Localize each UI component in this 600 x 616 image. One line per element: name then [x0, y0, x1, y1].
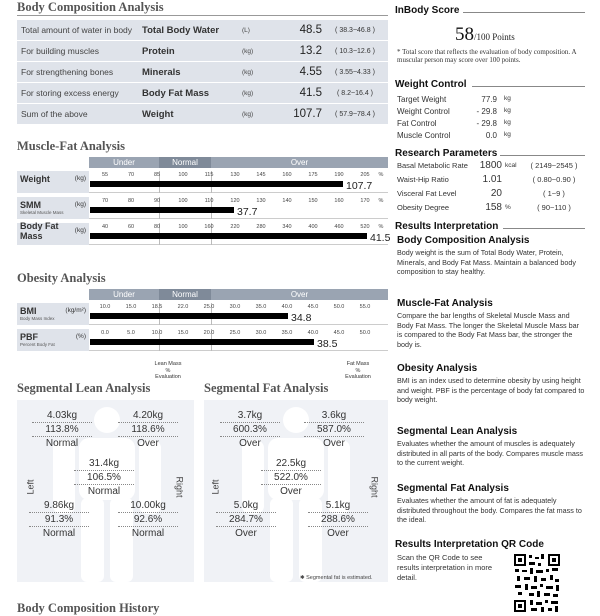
segment-evaluation: Over — [327, 528, 349, 539]
segment-kg: 10.00kg — [118, 500, 178, 513]
legend-line: Evaluation — [155, 374, 181, 380]
tick-label: 25.0 — [229, 330, 241, 336]
divider — [503, 228, 585, 229]
divider — [17, 15, 388, 16]
interpretation-title: Results Interpretation — [395, 221, 499, 232]
item-heading: Body Composition Analysis — [397, 235, 530, 246]
tick-label: 115 — [204, 172, 214, 178]
row-range: ( 8.2~16.4 ) — [337, 89, 373, 97]
row-label: Fat Control — [397, 119, 437, 128]
row-label: Target Weight — [397, 95, 447, 104]
item-text: Body weight is the sum of Total Body Water, Protein, Minerals, and Body Fat Mass. Maintain a balanced body composition to stay healthy. — [397, 248, 576, 276]
muscle_fat-row-bar — [89, 223, 391, 245]
segmental-fat-title: Segmental Fat Analysis — [204, 381, 329, 395]
tick-label: 15.0 — [125, 304, 137, 310]
obesity-row-bar — [89, 329, 388, 351]
bar-value: 41.5 — [370, 232, 391, 244]
segmental-fat-panel — [204, 400, 388, 582]
research-row — [397, 188, 587, 200]
row-label: Basal Metabolic Rate — [397, 161, 468, 170]
row-label: Visceral Fat Level — [397, 189, 457, 198]
research-row — [397, 202, 587, 214]
header-normal: Normal — [159, 289, 211, 300]
segment-kg: 22.5kg — [261, 458, 321, 471]
row-range: ( 38.3~46.8 ) — [335, 26, 375, 34]
metric-name: SMM — [20, 199, 41, 210]
header-over: Over — [211, 289, 388, 300]
tick-label: 175 — [308, 172, 318, 178]
research-row — [397, 160, 587, 172]
row-range: ( 3.55~4.33 ) — [335, 68, 375, 76]
row-unit: kg — [504, 119, 511, 126]
body-composition-history-title: Body Composition History — [17, 601, 160, 615]
tick-label: 120 — [230, 198, 240, 204]
item-heading: Segmental Fat Analysis — [397, 483, 509, 494]
segment-evaluation: Over — [235, 528, 257, 539]
tick-label: 40.0 — [281, 304, 293, 310]
tick-label: 190 — [334, 172, 344, 178]
header-under: Under — [89, 289, 159, 300]
tick-label: 130 — [256, 198, 266, 204]
tick-label: 400 — [308, 224, 318, 230]
row-value: 1800 — [479, 160, 502, 171]
tick-label: 60 — [127, 224, 135, 230]
row-description: Total amount of water in body — [21, 25, 133, 35]
row-description: For storing excess energy — [21, 88, 119, 98]
tick-label: 5.0 — [127, 330, 135, 336]
body-composition-title: Body Composition Analysis — [17, 0, 164, 14]
score-suffix: /100 Points — [474, 32, 515, 42]
tick-label: 20.0 — [203, 330, 215, 336]
value-bar — [90, 181, 343, 187]
metric-unit: (kg) — [74, 227, 86, 234]
inbody-score-title: InBody Score — [395, 5, 460, 16]
row-unit: (kg) — [242, 68, 254, 76]
metric-name: Body Fat Mass — [20, 220, 59, 241]
bar-value: 38.5 — [317, 338, 338, 350]
tick-label: 460 — [334, 224, 344, 230]
tick-label: 70 — [127, 172, 135, 178]
tick-label: 45.0 — [307, 304, 319, 310]
tick-label: 140 — [282, 198, 292, 204]
divider — [463, 12, 585, 13]
row-name: Protein — [142, 45, 175, 57]
interpretation-item — [397, 363, 585, 405]
segmental-lean-panel — [17, 400, 194, 582]
divider — [500, 155, 585, 156]
tick-label: 90 — [153, 198, 161, 204]
tick-label: 160 — [204, 224, 214, 230]
segment-evaluation: Over — [323, 438, 345, 449]
interpretation-item — [397, 483, 585, 525]
segment-percent: 92.6% — [118, 513, 178, 527]
metric-subtitle: Body Mass Index — [20, 316, 55, 321]
label-line — [20, 303, 89, 316]
segment-kg: 31.4kg — [74, 458, 134, 471]
tick-label: 520 — [360, 224, 370, 230]
item-heading: Obesity Analysis — [397, 363, 478, 374]
row-label: Obesity Degree — [397, 203, 450, 212]
row-unit: (kg) — [242, 89, 254, 97]
value-bar — [90, 313, 288, 319]
row-unit: kcal — [505, 162, 517, 169]
row-value: 48.5 — [299, 24, 322, 36]
segmental_lean-segment — [74, 458, 134, 497]
row-value: 107.7 — [293, 108, 322, 120]
tick-label: 18.5 — [151, 304, 163, 310]
tick-label: 150 — [308, 198, 318, 204]
body-composition-row — [17, 104, 388, 124]
row-value: 77.9 — [481, 95, 497, 104]
body-composition-row — [17, 41, 388, 61]
interpretation-item — [397, 426, 585, 468]
row-label: Weight Control — [397, 107, 450, 116]
muscle-fat-header — [89, 157, 388, 168]
header-over: Over — [211, 157, 388, 168]
row-name: Total Body Water — [142, 24, 220, 36]
metric-name: PBF — [20, 331, 38, 342]
fat-mass-legend — [340, 361, 376, 381]
obesity-title: Obesity Analysis — [17, 271, 106, 285]
row-label: Muscle Control — [397, 131, 451, 140]
weight-control-row — [397, 107, 587, 118]
segment-kg: 5.1kg — [308, 500, 368, 513]
tick-label: 340 — [282, 224, 292, 230]
muscle_fat-row-bar — [89, 197, 388, 219]
item-heading: Muscle-Fat Analysis — [397, 298, 493, 309]
interpretation-item — [397, 235, 585, 277]
row-range: ( 10.3~12.6 ) — [335, 47, 375, 55]
legend-line: Fat Mass — [346, 361, 370, 367]
tick-label: 35.0 — [255, 304, 267, 310]
tick-label: 10.0 — [151, 330, 163, 336]
body-composition-row — [17, 83, 388, 103]
tick-label: 220 — [230, 224, 240, 230]
segmental-lean-title: Segmental Lean Analysis — [17, 381, 151, 395]
row-value: 20 — [490, 188, 502, 199]
segment-evaluation: Over — [280, 486, 302, 497]
segmental_fat-segment — [220, 410, 280, 449]
segment-kg: 9.86kg — [29, 500, 89, 513]
tick-label: 10.0 — [99, 304, 111, 310]
obesity-row-label — [17, 329, 89, 351]
row-value: - 29.8 — [476, 107, 497, 116]
row-value: - 29.8 — [476, 119, 497, 128]
row-description: For building muscles — [21, 46, 99, 56]
tick-label: 45.0 — [333, 330, 345, 336]
segment-evaluation: Over — [137, 438, 159, 449]
metric-unit: (%) — [75, 333, 86, 340]
tick-label: 25.0 — [203, 304, 215, 310]
weight-control-section — [395, 79, 585, 90]
tick-label: 100 — [178, 198, 188, 204]
legend-line: Lean Mass — [154, 361, 182, 367]
tick-label: 40 — [101, 224, 109, 230]
segment-evaluation: Normal — [87, 486, 121, 497]
research-section — [395, 148, 585, 159]
research-row — [397, 174, 587, 186]
segmental_lean-segment — [29, 500, 89, 539]
segmental_fat-segment — [304, 410, 364, 449]
segment-percent: 91.3% — [29, 513, 89, 527]
metric-subtitle: Skeletal Muscle Mass — [20, 210, 64, 215]
segment-percent: 600.3% — [220, 423, 280, 437]
metric-name: Weight — [20, 173, 50, 184]
tick-label: 0.0 — [101, 330, 109, 336]
obesity-row-bar — [89, 303, 388, 325]
label-line — [20, 197, 89, 210]
segment-percent: 284.7% — [216, 513, 276, 527]
tick-label: 30.0 — [255, 330, 267, 336]
segment-evaluation: Over — [239, 438, 261, 449]
tick-label: 160 — [334, 198, 344, 204]
row-range: ( 1~9 ) — [543, 189, 565, 198]
left-label: Left — [210, 479, 221, 495]
muscle_fat-row-label — [17, 220, 89, 245]
segment-kg: 3.6kg — [304, 410, 364, 423]
row-value: 41.5 — [299, 87, 322, 99]
item-heading: Segmental Lean Analysis — [397, 426, 518, 437]
inbody-score-section — [395, 5, 585, 16]
segment-percent: 587.0% — [304, 423, 364, 437]
divider — [472, 86, 585, 87]
percent-sign: % — [378, 172, 384, 178]
header-normal: Normal — [159, 157, 211, 168]
body-composition-row — [17, 20, 388, 40]
weight-control-row — [397, 95, 587, 106]
qr-text: Scan the QR Code to see results interpretation in more detail. — [397, 553, 493, 582]
row-description: For strengthening bones — [21, 67, 114, 77]
item-text: Evaluates whether the amount of fat is adequately distributed throughout the body. Compares the fat mass to the ideal. — [397, 496, 582, 524]
row-unit: kg — [504, 95, 511, 102]
label-line — [20, 220, 89, 241]
header-under: Under — [89, 157, 159, 168]
tick-label: 80 — [127, 198, 135, 204]
row-value: 158 — [485, 202, 502, 213]
tick-label: 80 — [153, 224, 161, 230]
row-description: Sum of the above — [21, 109, 88, 119]
right-label: Right — [174, 476, 185, 498]
muscle_fat-row-label — [17, 197, 89, 219]
tick-label: 55 — [101, 172, 109, 178]
segment-evaluation: Normal — [131, 528, 165, 539]
tick-label: 205 — [360, 172, 370, 178]
segmental_lean-segment — [118, 410, 178, 449]
obesity-header — [89, 289, 388, 300]
row-unit: kg — [504, 107, 511, 114]
row-label: Waist-Hip Ratio — [397, 175, 449, 184]
label-line — [20, 171, 89, 184]
bar-value: 107.7 — [346, 180, 373, 192]
value-bar — [90, 207, 234, 213]
segment-percent: 113.8% — [32, 423, 92, 437]
body-composition-row — [17, 62, 388, 82]
weight-control-row — [397, 119, 587, 130]
metric-subtitle: Percent Body Fat — [20, 342, 55, 347]
tick-label: 100 — [178, 224, 188, 230]
row-value: 0.0 — [485, 131, 497, 140]
row-unit: kg — [504, 131, 511, 138]
segment-kg: 5.0kg — [216, 500, 276, 513]
value-bar — [90, 339, 314, 345]
qr-section — [395, 539, 585, 550]
legend-line: Evaluation — [345, 374, 371, 380]
legend-line: % — [165, 367, 171, 374]
item-text: BMI is an index used to determine obesity by using height and weight. PBF is the percentage of body fat compared to body weight. — [397, 376, 585, 404]
tick-label: 145 — [256, 172, 266, 178]
segment-percent: 118.6% — [118, 423, 178, 437]
right-label: Right — [369, 476, 380, 498]
percent-sign: % — [378, 224, 384, 230]
row-range: ( 90~110 ) — [537, 203, 571, 212]
row-unit: (kg) — [242, 110, 254, 118]
row-name: Minerals — [142, 66, 181, 78]
segment-percent: 288.6% — [308, 513, 368, 527]
metric-name: BMI — [20, 305, 37, 316]
row-unit: % — [505, 204, 511, 211]
qr-code-icon[interactable] — [513, 553, 561, 613]
row-name: Weight — [142, 108, 174, 120]
item-text: Compare the bar lengths of Skeletal Muscle Mass and Body Fat Mass. The longer the Skeletal Muscle Mass bar is compared to the Body Fat Mass bar, the stronger the body is. — [397, 311, 580, 349]
segment-percent: 522.0% — [261, 471, 321, 485]
row-unit: (L) — [242, 26, 250, 34]
tick-label: 40.0 — [307, 330, 319, 336]
tick-label: 22.0 — [177, 304, 189, 310]
weight-control-title: Weight Control — [395, 79, 467, 90]
value-bar — [90, 233, 367, 239]
interpretation-section — [395, 221, 585, 232]
row-name: Body Fat Mass — [142, 87, 210, 99]
tick-label: 85 — [153, 172, 161, 178]
interpretation-item — [397, 298, 585, 349]
segmental_lean-segment — [118, 500, 178, 539]
tick-label: 130 — [230, 172, 240, 178]
obesity-row-label — [17, 303, 89, 325]
segment-evaluation: Normal — [42, 528, 76, 539]
bar-value: 37.7 — [237, 206, 258, 218]
tick-label: 100 — [178, 172, 188, 178]
metric-unit: (kg) — [74, 201, 86, 208]
tick-label: 30.0 — [229, 304, 241, 310]
percent-sign: % — [378, 198, 384, 204]
segmental_lean-segment — [32, 410, 92, 449]
lean-mass-legend — [150, 361, 186, 381]
tick-label: 35.0 — [281, 330, 293, 336]
segment-kg: 3.7kg — [220, 410, 280, 423]
segment-evaluation: Normal — [45, 438, 79, 449]
row-value: 13.2 — [299, 45, 322, 57]
tick-label: 280 — [256, 224, 266, 230]
row-value: 1.01 — [482, 174, 502, 185]
segmental_fat-segment — [308, 500, 368, 539]
weight-control-row — [397, 131, 587, 142]
inbody-score — [455, 24, 515, 46]
tick-label: 160 — [282, 172, 292, 178]
tick-label: 70 — [101, 198, 109, 204]
row-value: 4.55 — [299, 66, 322, 78]
segmental-fat-footnote: ✱ Segmental fat is estimated. — [300, 575, 373, 581]
tick-label: 55.0 — [359, 304, 371, 310]
score-note: * Total score that reflects the evaluation of body composition. A muscular person may score over 100 points. — [397, 48, 577, 64]
segment-kg: 4.20kg — [118, 410, 178, 423]
research-title: Research Parameters — [395, 148, 498, 159]
left-label: Left — [25, 479, 36, 495]
tick-label: 110 — [204, 198, 214, 204]
row-range: ( 0.80~0.90 ) — [532, 175, 576, 184]
row-unit: (kg) — [242, 47, 254, 55]
segmental_fat-segment — [261, 458, 321, 497]
item-text: Evaluates whether the amount of muscles is adequately distributed in all parts of the body. Compares muscle mass to the current weight. — [397, 439, 584, 467]
segmental_fat-segment — [216, 500, 276, 539]
segment-percent: 106.5% — [74, 471, 134, 485]
bar-value: 34.8 — [291, 312, 312, 324]
metric-unit: (kg) — [74, 175, 86, 182]
muscle-fat-title: Muscle-Fat Analysis — [17, 139, 125, 153]
label-line — [20, 329, 89, 342]
tick-label: 15.0 — [177, 330, 189, 336]
tick-label: 50.0 — [359, 330, 371, 336]
tick-label: 170 — [360, 198, 370, 204]
segment-kg: 4.03kg — [32, 410, 92, 423]
muscle_fat-row-bar — [89, 171, 388, 193]
metric-unit: (kg/m²) — [65, 307, 86, 314]
muscle_fat-row-label — [17, 171, 89, 193]
legend-line: % — [355, 367, 361, 374]
qr-title: Results Interpretation QR Code — [395, 539, 544, 550]
row-range: ( 57.9~78.4 ) — [335, 110, 375, 118]
score-value: 58 — [455, 24, 474, 45]
row-range: ( 2149~2545 ) — [530, 161, 578, 170]
tick-label: 50.0 — [333, 304, 345, 310]
